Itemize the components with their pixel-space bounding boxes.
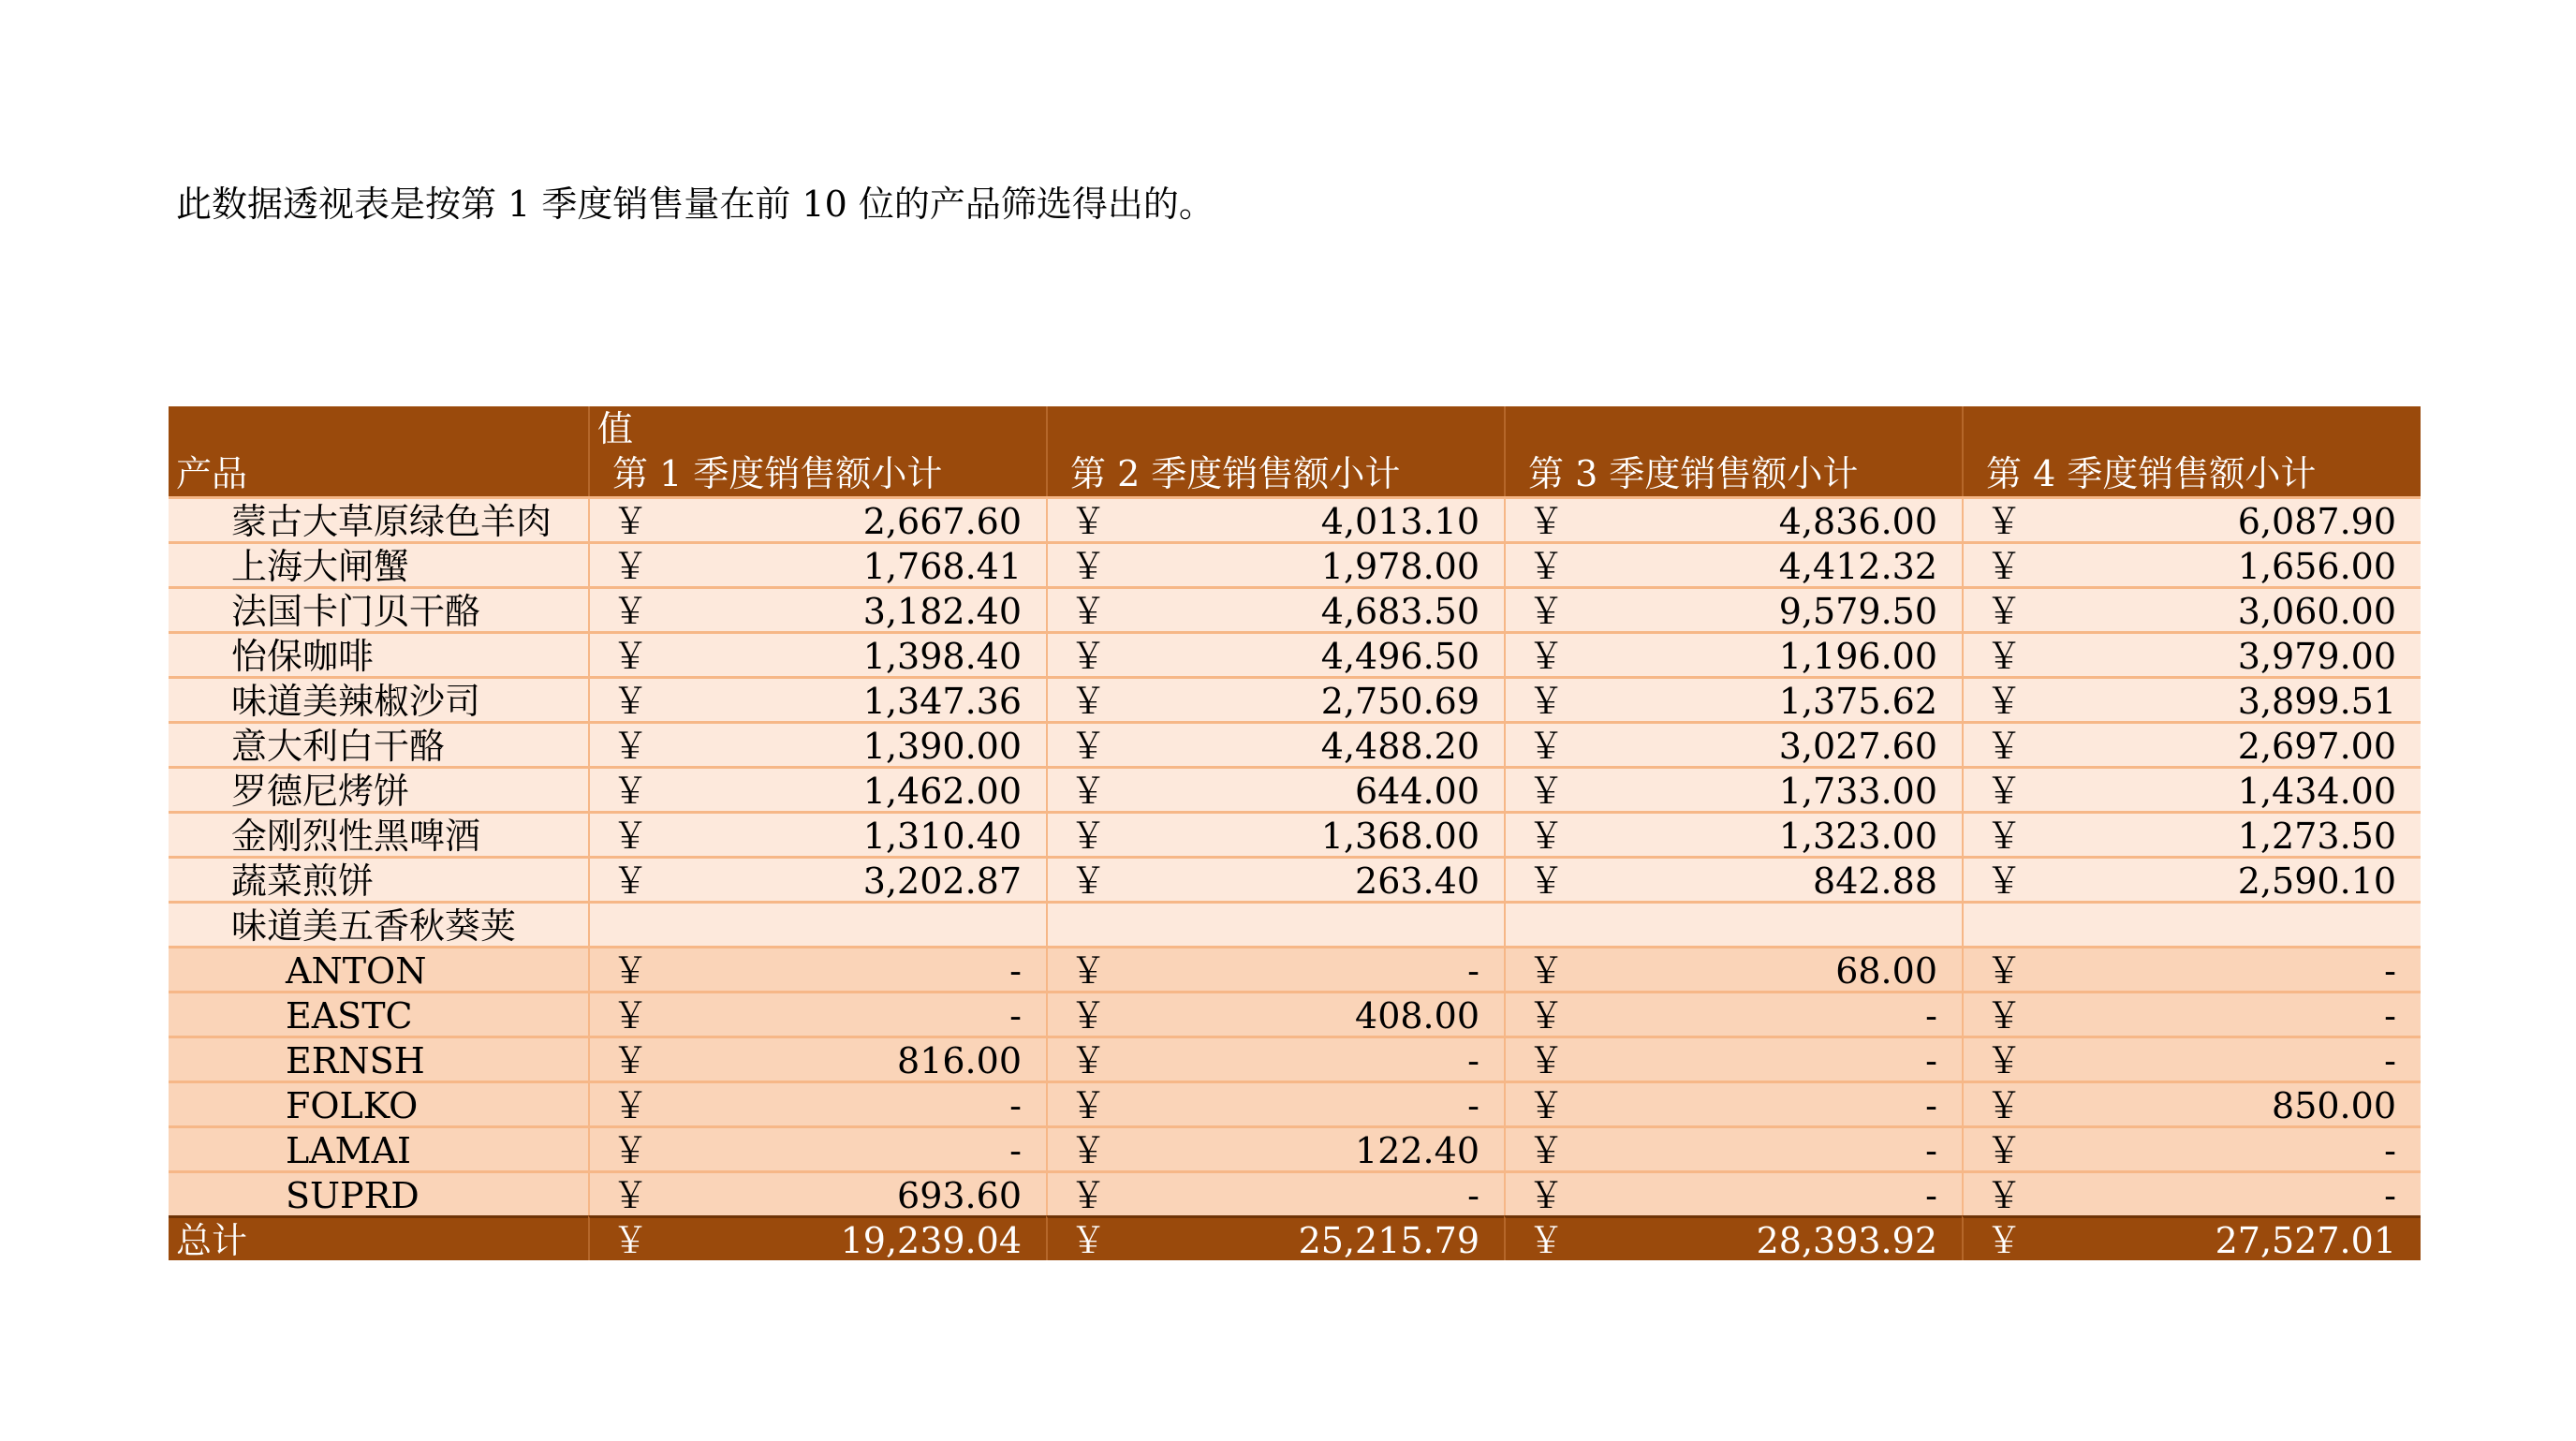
currency-symbol: ￥: [1986, 816, 2023, 856]
customer-name: ERNSH: [286, 1040, 425, 1081]
amount-value: 4,836.00: [1778, 501, 1937, 541]
column-header-q4: [1962, 406, 2421, 496]
value-cell-q3[interactable]: [1504, 1125, 1962, 1170]
row-label-cell[interactable]: [169, 541, 588, 586]
row-label-cell[interactable]: [169, 1125, 588, 1170]
value-cell-q3[interactable]: [1504, 901, 1962, 946]
currency-symbol: ￥: [1070, 726, 1107, 766]
value-cell-q2[interactable]: [1046, 496, 1504, 541]
grand-total-q2-cell[interactable]: [1046, 1215, 1504, 1260]
currency-symbol: ￥: [612, 995, 649, 1036]
amount-value: -: [1467, 1040, 1479, 1081]
value-cell-q3[interactable]: [1504, 1170, 1962, 1215]
product-name: 味道美五香秋葵荚: [231, 905, 517, 946]
value-cell-q1[interactable]: [588, 1125, 1046, 1170]
grand-total-q1-cell[interactable]: [588, 1215, 1046, 1260]
currency-symbol: ￥: [612, 501, 649, 541]
value-cell-q1[interactable]: [588, 721, 1046, 766]
amount-value: 1,434.00: [2237, 771, 2396, 811]
value-cell-q4[interactable]: [1962, 811, 2421, 856]
product-row: [169, 631, 2421, 676]
product-name: 金刚烈性黑啤酒: [231, 816, 481, 856]
amount-value: -: [1467, 1085, 1479, 1125]
grand-total-row: [169, 1215, 2421, 1260]
value-cell-q4[interactable]: [1962, 1125, 2421, 1170]
customer-row: [169, 1125, 2421, 1170]
currency-symbol: ￥: [1070, 1085, 1107, 1125]
customer-name: FOLKO: [286, 1085, 419, 1125]
value-cell-q3[interactable]: [1504, 631, 1962, 676]
row-label-cell[interactable]: [169, 811, 588, 856]
grand-total-q1: 19,239.04: [840, 1220, 1022, 1260]
amount-value: 68.00: [1835, 950, 1937, 991]
currency-symbol: ￥: [1070, 816, 1107, 856]
currency-symbol: ￥: [1528, 860, 1565, 901]
currency-symbol: ￥: [1528, 1175, 1565, 1215]
currency-symbol: ￥: [1986, 1220, 2023, 1260]
currency-symbol: ￥: [1070, 950, 1107, 991]
pivot-caption: 此数据透视表是按第 1 季度销售量在前 10 位的产品筛选得出的。: [176, 184, 1214, 225]
product-name: 蒙古大草原绿色羊肉: [231, 501, 552, 541]
customer-row: [169, 1081, 2421, 1125]
value-cell-q2[interactable]: [1046, 541, 1504, 586]
currency-symbol: ￥: [1528, 1130, 1565, 1170]
customer-row: [169, 946, 2421, 991]
currency-symbol: ￥: [1070, 681, 1107, 721]
currency-symbol: ￥: [1070, 636, 1107, 676]
customer-row: [169, 1170, 2421, 1215]
value-cell-q3[interactable]: [1504, 991, 1962, 1036]
currency-symbol: ￥: [1986, 1040, 2023, 1081]
amount-value: -: [1925, 1040, 1937, 1081]
amount-value: 4,496.50: [1320, 636, 1479, 676]
value-cell-q4[interactable]: [1962, 766, 2421, 811]
amount-value: 6,087.90: [2237, 501, 2396, 541]
currency-symbol: ￥: [1528, 636, 1565, 676]
amount-value: -: [1009, 950, 1022, 991]
product-name: 意大利白干酪: [231, 726, 446, 766]
value-cell-q2[interactable]: [1046, 631, 1504, 676]
product-name: 蔬菜煎饼: [231, 860, 375, 901]
amount-value: -: [1467, 950, 1479, 991]
amount-value: -: [2384, 1040, 2396, 1081]
value-cell-q2[interactable]: [1046, 721, 1504, 766]
product-name: 法国卡门贝干酪: [231, 591, 481, 631]
product-row: [169, 766, 2421, 811]
customer-name: LAMAI: [286, 1130, 412, 1170]
product-name: 罗德尼烤饼: [231, 771, 410, 811]
pivot-body: [169, 496, 2421, 1215]
amount-value: 3,202.87: [862, 860, 1022, 901]
amount-value: 2,590.10: [2237, 860, 2396, 901]
amount-value: -: [1925, 1085, 1937, 1125]
currency-symbol: ￥: [1986, 950, 2023, 991]
value-cell-q4[interactable]: [1962, 586, 2421, 631]
value-cell-q2[interactable]: [1046, 991, 1504, 1036]
currency-symbol: ￥: [1070, 771, 1107, 811]
value-cell-q4[interactable]: [1962, 991, 2421, 1036]
product-row: [169, 496, 2421, 541]
currency-symbol: ￥: [1986, 636, 2023, 676]
amount-value: -: [2384, 950, 2396, 991]
value-cell-q4[interactable]: [1962, 856, 2421, 901]
currency-symbol: ￥: [1986, 546, 2023, 586]
currency-symbol: ￥: [1528, 501, 1565, 541]
product-name: 味道美辣椒沙司: [231, 681, 481, 721]
customer-name: EASTC: [286, 995, 413, 1036]
amount-value: 1,398.40: [862, 636, 1022, 676]
value-cell-q4[interactable]: [1962, 676, 2421, 721]
value-cell-q1[interactable]: [588, 586, 1046, 631]
amount-value: 842.88: [1813, 860, 1937, 901]
value-cell-q4[interactable]: [1962, 631, 2421, 676]
customer-name: SUPRD: [286, 1175, 420, 1215]
value-cell-q4[interactable]: [1962, 496, 2421, 541]
amount-value: -: [1009, 995, 1022, 1036]
row-label-cell[interactable]: [169, 631, 588, 676]
currency-symbol: ￥: [1986, 681, 2023, 721]
value-cell-q2[interactable]: [1046, 811, 1504, 856]
value-cell-q2[interactable]: [1046, 1081, 1504, 1125]
row-field-label[interactable]: 产品: [176, 453, 248, 494]
amount-value: 4,412.32: [1778, 546, 1937, 586]
amount-value: 2,697.00: [2237, 726, 2396, 766]
currency-symbol: ￥: [1070, 1040, 1107, 1081]
customer-row: [169, 991, 2421, 1036]
value-cell-q1[interactable]: [588, 766, 1046, 811]
amount-value: 693.60: [897, 1175, 1022, 1215]
currency-symbol: ￥: [612, 1085, 649, 1125]
amount-value: 3,060.00: [2237, 591, 2396, 631]
row-label-cell[interactable]: [169, 1170, 588, 1215]
amount-value: 1,196.00: [1778, 636, 1937, 676]
amount-value: 1,368.00: [1320, 816, 1479, 856]
amount-value: -: [2384, 1175, 2396, 1215]
column-header-q1: [588, 406, 1046, 496]
row-label-cell[interactable]: [169, 1036, 588, 1081]
value-cell-q1[interactable]: [588, 991, 1046, 1036]
amount-value: 2,750.69: [1320, 681, 1479, 721]
value-cell-q2[interactable]: [1046, 586, 1504, 631]
currency-symbol: ￥: [1528, 546, 1565, 586]
value-cell-q1[interactable]: [588, 631, 1046, 676]
value-cell-q2[interactable]: [1046, 856, 1504, 901]
amount-value: 408.00: [1355, 995, 1479, 1036]
amount-value: -: [1925, 995, 1937, 1036]
amount-value: 3,899.51: [2237, 681, 2396, 721]
product-name: 怡保咖啡: [231, 636, 375, 676]
value-cell-q2[interactable]: [1046, 946, 1504, 991]
grand-total-q3-cell[interactable]: [1504, 1215, 1962, 1260]
amount-value: 850.00: [2272, 1085, 2396, 1125]
currency-symbol: ￥: [612, 1220, 649, 1260]
currency-symbol: ￥: [1528, 950, 1565, 991]
product-row: [169, 721, 2421, 766]
amount-value: 1,323.00: [1778, 816, 1937, 856]
amount-value: 4,683.50: [1320, 591, 1479, 631]
currency-symbol: ￥: [612, 950, 649, 991]
amount-value: 2,667.60: [862, 501, 1022, 541]
amount-value: 1,656.00: [2237, 546, 2396, 586]
value-cell-q3[interactable]: [1504, 541, 1962, 586]
amount-value: 1,347.36: [862, 681, 1022, 721]
product-row: [169, 811, 2421, 856]
value-cell-q1[interactable]: [588, 1036, 1046, 1081]
currency-symbol: ￥: [1070, 1175, 1107, 1215]
currency-symbol: ￥: [1070, 860, 1107, 901]
row-label-cell[interactable]: [169, 991, 588, 1036]
currency-symbol: ￥: [612, 591, 649, 631]
value-cell-q3[interactable]: [1504, 586, 1962, 631]
column-label-q2: 第 2 季度销售额小计: [1070, 453, 1401, 494]
product-row: [169, 676, 2421, 721]
currency-symbol: ￥: [1986, 860, 2023, 901]
currency-symbol: ￥: [1528, 995, 1565, 1036]
amount-value: 1,462.00: [862, 771, 1022, 811]
row-label-cell[interactable]: [169, 946, 588, 991]
currency-symbol: ￥: [1986, 726, 2023, 766]
value-cell-q2[interactable]: [1046, 1036, 1504, 1081]
values-field-label[interactable]: 值: [597, 408, 634, 449]
product-row: [169, 541, 2421, 586]
amount-value: 1,375.62: [1778, 681, 1937, 721]
pivot-table: [169, 406, 2421, 1260]
currency-symbol: ￥: [1528, 681, 1565, 721]
customer-name: ANTON: [286, 950, 427, 991]
currency-symbol: ￥: [612, 546, 649, 586]
currency-symbol: ￥: [1528, 726, 1565, 766]
row-label-cell[interactable]: [169, 721, 588, 766]
currency-symbol: ￥: [1986, 591, 2023, 631]
currency-symbol: ￥: [612, 636, 649, 676]
amount-value: 644.00: [1355, 771, 1479, 811]
grand-total-q4-cell[interactable]: [1962, 1215, 2421, 1260]
amount-value: 816.00: [897, 1040, 1022, 1081]
customer-row: [169, 1036, 2421, 1081]
column-header-q2: [1046, 406, 1504, 496]
value-cell-q4[interactable]: [1962, 1170, 2421, 1215]
value-cell-q1[interactable]: [588, 676, 1046, 721]
currency-symbol: ￥: [1070, 546, 1107, 586]
value-cell-q3[interactable]: [1504, 676, 1962, 721]
amount-value: 4,013.10: [1320, 501, 1479, 541]
value-cell-q3[interactable]: [1504, 946, 1962, 991]
product-row: [169, 586, 2421, 631]
grand-total-label: 总计: [176, 1220, 248, 1260]
currency-symbol: ￥: [1070, 501, 1107, 541]
value-cell-q2[interactable]: [1046, 901, 1504, 946]
grand-total-q3: 28,393.92: [1756, 1220, 1937, 1260]
grand-total-q2: 25,215.79: [1298, 1220, 1479, 1260]
value-cell-q4[interactable]: [1962, 1036, 2421, 1081]
value-cell-q3[interactable]: [1504, 1081, 1962, 1125]
currency-symbol: ￥: [612, 771, 649, 811]
row-label-cell[interactable]: [169, 856, 588, 901]
amount-value: 122.40: [1355, 1130, 1479, 1170]
column-label-q1: 第 1 季度销售额小计: [612, 453, 943, 494]
currency-symbol: ￥: [1070, 995, 1107, 1036]
value-cell-q3[interactable]: [1504, 856, 1962, 901]
currency-symbol: ￥: [1986, 501, 2023, 541]
value-cell-q3[interactable]: [1504, 811, 1962, 856]
value-cell-q4[interactable]: [1962, 1081, 2421, 1125]
currency-symbol: ￥: [612, 860, 649, 901]
value-cell-q1[interactable]: [588, 1170, 1046, 1215]
row-label-cell[interactable]: [169, 901, 588, 946]
currency-symbol: ￥: [1986, 1175, 2023, 1215]
amount-value: 1,978.00: [1320, 546, 1479, 586]
expanded-product-row: [169, 901, 2421, 946]
value-cell-q1[interactable]: [588, 901, 1046, 946]
currency-symbol: ￥: [612, 1175, 649, 1215]
currency-symbol: ￥: [1070, 1220, 1107, 1260]
currency-symbol: ￥: [1528, 591, 1565, 631]
value-cell-q3[interactable]: [1504, 721, 1962, 766]
currency-symbol: ￥: [612, 726, 649, 766]
value-cell-q4[interactable]: [1962, 946, 2421, 991]
amount-value: 1,310.40: [862, 816, 1022, 856]
value-cell-q1[interactable]: [588, 946, 1046, 991]
currency-symbol: ￥: [1528, 816, 1565, 856]
amount-value: 3,182.40: [862, 591, 1022, 631]
amount-value: -: [1925, 1175, 1937, 1215]
value-cell-q4[interactable]: [1962, 901, 2421, 946]
amount-value: 1,390.00: [862, 726, 1022, 766]
amount-value: 1,273.50: [2237, 816, 2396, 856]
value-cell-q4[interactable]: [1962, 721, 2421, 766]
value-cell-q1[interactable]: [588, 496, 1046, 541]
amount-value: 1,733.00: [1778, 771, 1937, 811]
amount-value: -: [1009, 1130, 1022, 1170]
row-field-header-cell: [169, 406, 588, 496]
currency-symbol: ￥: [612, 1130, 649, 1170]
column-label-q3: 第 3 季度销售额小计: [1528, 453, 1859, 494]
product-name: 上海大闸蟹: [231, 546, 410, 586]
value-cell-q1[interactable]: [588, 856, 1046, 901]
amount-value: 9,579.50: [1778, 591, 1937, 631]
currency-symbol: ￥: [1986, 771, 2023, 811]
currency-symbol: ￥: [612, 681, 649, 721]
currency-symbol: ￥: [1986, 1085, 2023, 1125]
currency-symbol: ￥: [1986, 995, 2023, 1036]
value-cell-q4[interactable]: [1962, 541, 2421, 586]
amount-value: -: [1925, 1130, 1937, 1170]
grand-total-q4: 27,527.01: [2215, 1220, 2396, 1260]
row-label-cell[interactable]: [169, 676, 588, 721]
grand-total-label-cell: [169, 1215, 588, 1260]
value-cell-q1[interactable]: [588, 541, 1046, 586]
amount-value: 1,768.41: [862, 546, 1022, 586]
row-label-cell[interactable]: [169, 766, 588, 811]
amount-value: -: [2384, 995, 2396, 1036]
value-cell-q2[interactable]: [1046, 1170, 1504, 1215]
currency-symbol: ￥: [1528, 771, 1565, 811]
amount-value: 4,488.20: [1320, 726, 1479, 766]
amount-value: 3,027.60: [1778, 726, 1937, 766]
currency-symbol: ￥: [1528, 1220, 1565, 1260]
amount-value: -: [1009, 1085, 1022, 1125]
row-label-cell[interactable]: [169, 496, 588, 541]
currency-symbol: ￥: [1070, 591, 1107, 631]
currency-symbol: ￥: [612, 816, 649, 856]
product-row: [169, 856, 2421, 901]
currency-symbol: ￥: [1528, 1085, 1565, 1125]
currency-symbol: ￥: [1528, 1040, 1565, 1081]
column-header-q3: [1504, 406, 1962, 496]
value-cell-q3[interactable]: [1504, 496, 1962, 541]
value-cell-q3[interactable]: [1504, 1036, 1962, 1081]
amount-value: -: [2384, 1130, 2396, 1170]
value-cell-q1[interactable]: [588, 1081, 1046, 1125]
pivot-header-row: [169, 406, 2421, 496]
amount-value: -: [1467, 1175, 1479, 1215]
row-label-cell[interactable]: [169, 1081, 588, 1125]
currency-symbol: ￥: [1070, 1130, 1107, 1170]
value-cell-q2[interactable]: [1046, 766, 1504, 811]
currency-symbol: ￥: [1986, 1130, 2023, 1170]
amount-value: 3,979.00: [2237, 636, 2396, 676]
value-cell-q2[interactable]: [1046, 1125, 1504, 1170]
column-label-q4: 第 4 季度销售额小计: [1986, 453, 2317, 494]
value-cell-q3[interactable]: [1504, 766, 1962, 811]
value-cell-q2[interactable]: [1046, 676, 1504, 721]
amount-value: 263.40: [1355, 860, 1479, 901]
currency-symbol: ￥: [612, 1040, 649, 1081]
row-label-cell[interactable]: [169, 586, 588, 631]
value-cell-q1[interactable]: [588, 811, 1046, 856]
